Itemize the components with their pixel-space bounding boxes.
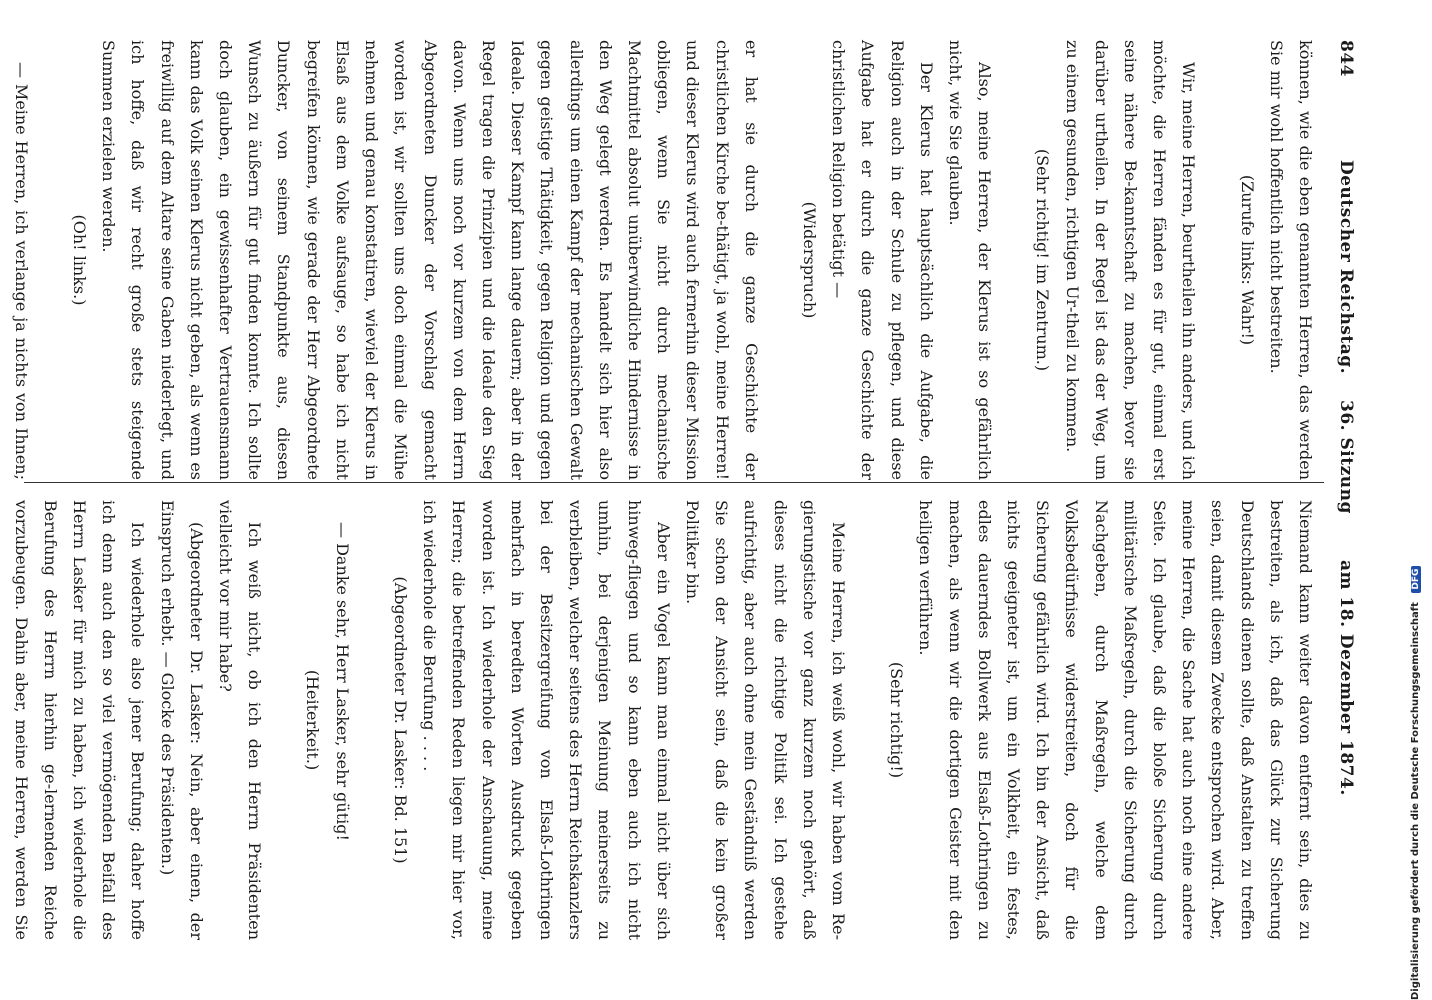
interjection: (Abgeordneter Dr. Lasker: Bd. 151): [390, 576, 410, 864]
digitization-footer: [1410, 566, 1421, 1000]
page-header: [1330, 40, 1356, 960]
paragraph: Wir, meine Herren, beurtheilen ihn anders, und ich möchte, die Herren fänden es für gut, einmal erst seine nähere Be-kanntschaft zu machen, bevor sie darüber urtheilen. In der Regel ist das der Weg, um zu einem gesunden, richtigen Ur-theil zu kommen.: [1062, 40, 1199, 480]
dfg-logo: DFG: [1411, 566, 1421, 593]
paragraph: Der Klerus hat hauptsächlich die Aufgabe, die Religion auch in der Schule zu pflegen, und diese Aufgabe hat er durch die ganze Geschichte der christlichen Religion betätigt —: [829, 40, 936, 480]
paragraph: — Danke sehr, Herr Lasker, sehr gütig!: [332, 522, 352, 841]
interjection: (Oh! links.): [70, 214, 90, 306]
paragraph: Ich weiß nicht, ob ich den Herrn Präsidenten vielleicht vor mir habe?: [216, 500, 265, 940]
session-label: 36. Sitzung: [1336, 400, 1356, 514]
paragraph: Also, meine Herren, der Klerus ist so gefährlich nicht, wie Sie glauben.: [945, 40, 995, 480]
paragraph: Ich wiederhole also jener Berufung; daher hoffe ich denn auch den so viel vermögenden Beifall des Herrn Lasker für mich zu haben, ich wiederhole die Berufung des Herrn hierhin ge-lernenden Reiche vorzubeugen. Dahin aber, meine Herren, werden Sie: [11, 500, 148, 940]
left-text-column: [11, 40, 1320, 480]
footer-text: Digitalisierung gefördert durch die Deutsche Forschungsgemeinschaft: [1410, 602, 1421, 1000]
paragraph: Aber ein Vogel kann man einmal nicht über sich hinweg-fliegen und so kann eben auch ich nicht umhin, bei derjenigen Meinung meinerseits zu verbleiben, welcher seitens des Herrn Reichskanzlers bei der Besitzergreifung von Elsaß-Lothringen mehrfach in beredten Worten Ausdruck gegeben worden ist. Ich wiederhole der Anschauung, meine Herren; die betreffenden Reden liegen mir hier vor, ich wiederhole die Berufung . . . .: [420, 500, 673, 940]
paragraph: er hat sie durch die ganze Geschichte der christlichen Kirche be-thätigt, ja wohl, meine Herren! und dieser Klerus wird auch fernerhin dieser Mission obliegen, wenn Sie nicht durch mechanische Machtmittel absolut unüberwindliche Hindernisse in den Weg gelegt werden. Es handelt sich hier also allerdings um einen Kampf der mechanischen Gewalt gegen geistige Thätigkeit, gegen Religion und gegen Ideale. Dieser Kampf kann lange dauern; aber in der Regel tragen die Prinzipien und die Ideale den Sieg davon. Wenn uns noch vor kurzem von dem Herrn Abgeordneten Duncker der Vorschlag gemacht worden ist, wir sollten uns doch einmal die Mühe nehmen und genau konstatiren, wieviel der Klerus in Elsaß aus dem Volke aufsauge, so habe ich nicht begreifen können, wie gerade der Herr Abgeordnete Duncker, von seinem Standpunkte aus, diesen Wunsch zu äußern für gut finden konnte. Ich sollte doch glauben, ein gewissenhafter Vertrauensmann kann das Volk seinen Klerus nicht geben, als wenn es freiwillig auf dem Altare seine Gaben niederlegt, und ich hoffe, daß wir recht große stets steigende Summen erzielen werden.: [99, 40, 761, 480]
interjection: (Zurufe links: Wahr!): [1237, 174, 1257, 346]
interjection: (Widerspruch): [799, 201, 819, 319]
paragraph: können, wie die eben genannten Herren, das werden Sie mir wohl hoffentlich nicht bestreiten.: [1266, 40, 1315, 480]
page-number: 844: [1336, 40, 1356, 77]
publication-title: Deutscher Reichstag.: [1336, 160, 1356, 375]
interjection: (Heiterkeit.): [303, 669, 323, 771]
interjection: (Sehr richtig! im Zentrum.): [1033, 148, 1053, 372]
right-text-column: [11, 500, 1320, 940]
paragraph: — Meine Herren, ich verlange ja nichts von Ihnen;: [11, 62, 31, 480]
session-date: am 18. Dezember 1874.: [1336, 560, 1356, 796]
paragraph: Meine Herren, ich weiß wohl, wir haben vom Re-gierungstische vor ganz kurzem noch gehört, daß dieses nicht die richtige Politik sei. Ich gestehe aufrichtig, aber auch ohne mein Geständniß werden Sie schon der Ansicht sein, daß die kein großer Politiker bin.: [682, 500, 848, 940]
column-divider: [24, 482, 1324, 483]
paragraph: Niemand kann weiter davon entfernt sein, dies zu bestreiten, als ich, daß das Glück zur Sicherung Deutschlands dienen sollte, daß Anstalten zu treffen seien, damit diesem Zwecke entsprochen wird. Aber, meine Herren, die Sache hat auch noch eine andere Seite. Ich glaube, daß die bloße Sicherung durch militärische Maßregeln, durch die Sicherung durch Nachgeben, durch Maßregeln, welche dem Volksbedürfnisse widerstreiten, doch für die Sicherung gefährlich wird. Ich bin der Ansicht, daß nichts geeigneter ist, um ein Volkheit, ein festes, edles dauerndes Bollwerk aus Elsaß-Lothringen zu machen, als wenn wir die dortigen Geister mit den heiligen verführen.: [916, 500, 1315, 940]
interjection: (Sehr richtig!): [887, 661, 907, 779]
paragraph: (Abgeordneter Dr. Lasker: Nein, aber einen, der Einspruch erhebt. — Glocke des Präsidenten.): [157, 500, 206, 940]
